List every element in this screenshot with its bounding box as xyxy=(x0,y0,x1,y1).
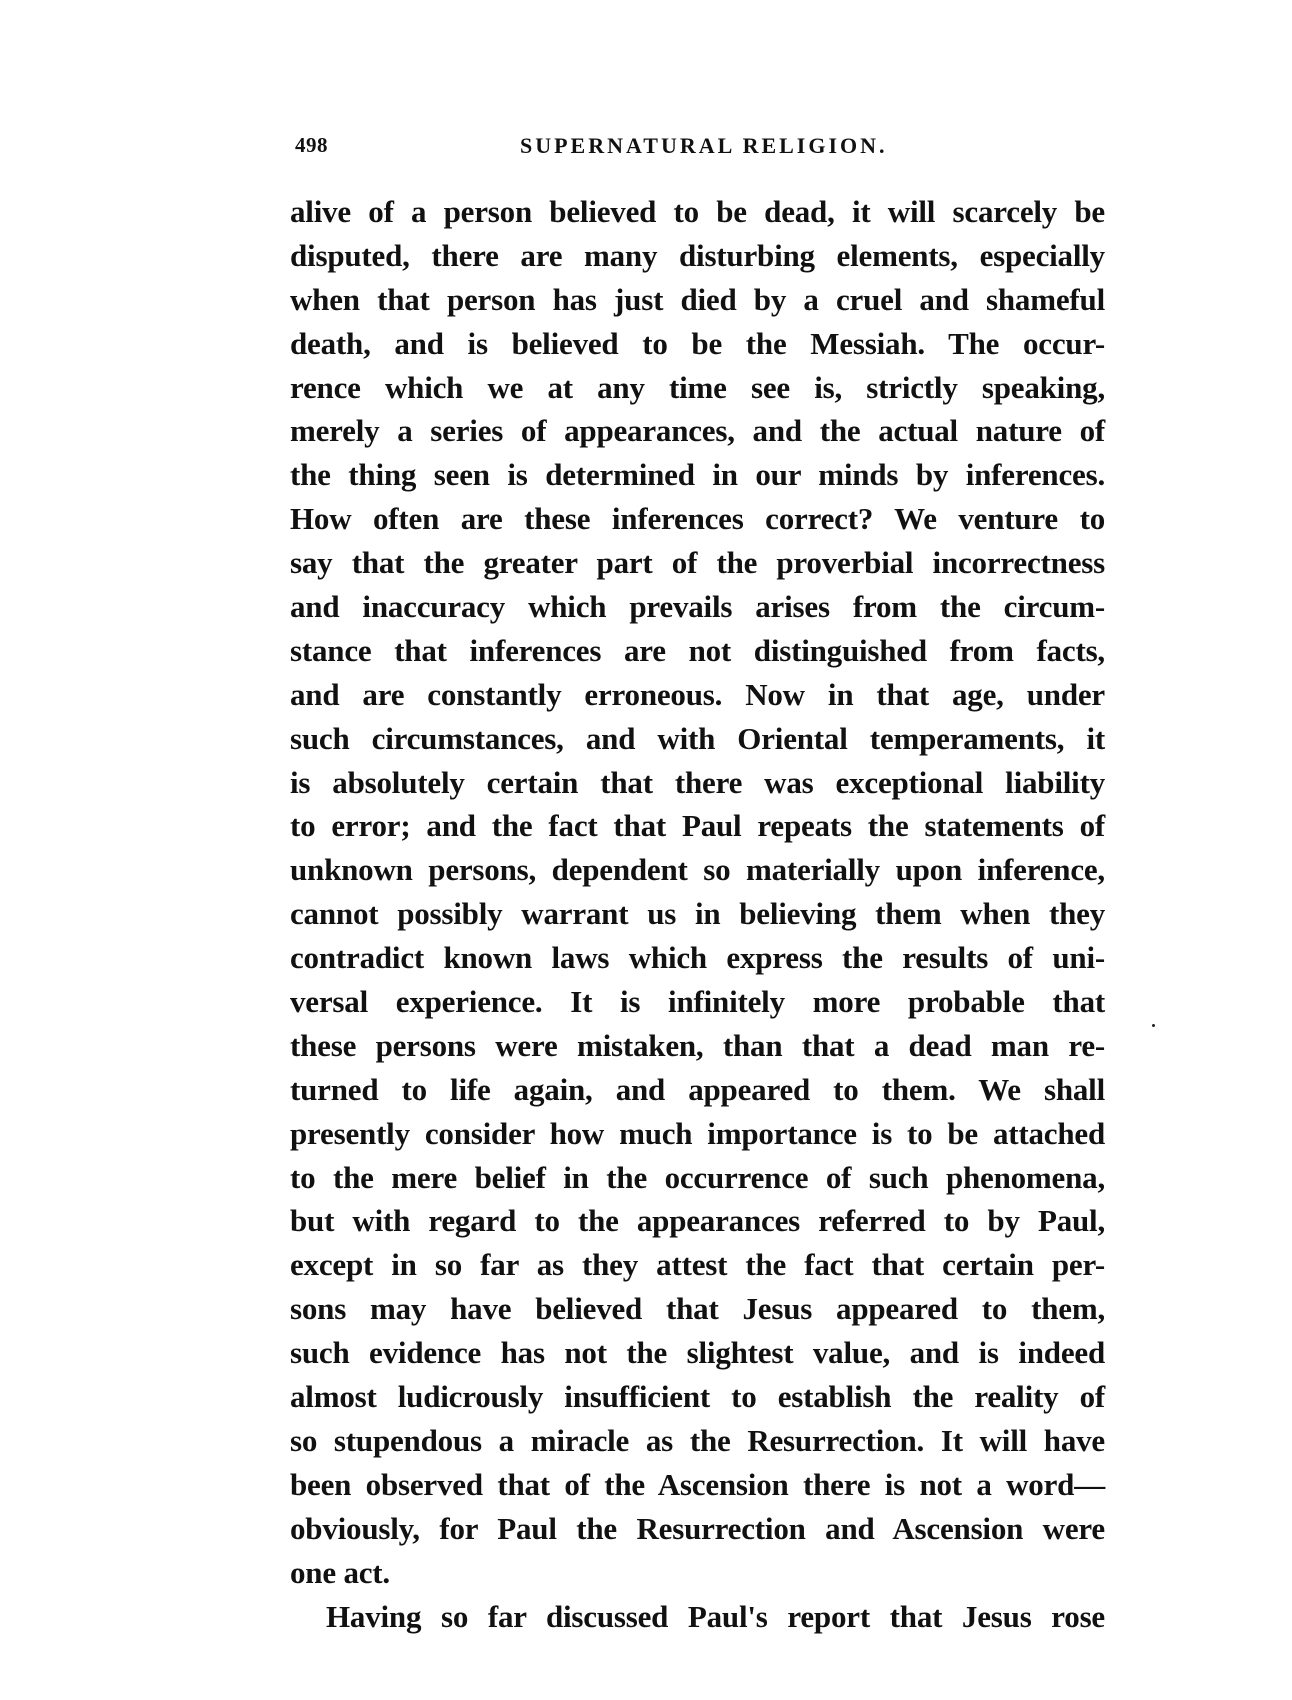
text-line: such circumstances, and with Oriental temperaments, it xyxy=(290,720,1105,756)
text-line: when that person has just died by a cruel and shameful xyxy=(290,281,1105,317)
text-line: turned to life again, and appeared to them. We shall xyxy=(290,1071,1105,1107)
text-line-paragraph-start: Having so far discussed Paul's report that Jesus rose xyxy=(326,1598,1105,1634)
text-line: almost ludicrously insufficient to establish the reality of xyxy=(290,1379,1105,1415)
page-header xyxy=(295,133,935,163)
text-line: disputed, there are many disturbing elements, especially xyxy=(290,237,1105,273)
text-line: to the mere belief in the occurrence of such phenomena, xyxy=(290,1159,1105,1195)
text-line: sons may have believed that Jesus appeared to them, xyxy=(290,1291,1105,1327)
text-line: the thing seen is determined in our minds by inferences. xyxy=(290,457,1105,493)
text-line: death, and is believed to be the Messiah. The occur- xyxy=(290,325,1105,361)
text-line: presently consider how much importance is to be attached xyxy=(290,1115,1105,1151)
text-line: and inaccuracy which prevails arises from the circum- xyxy=(290,589,1105,625)
running-title: SUPERNATURAL RELIGION. xyxy=(520,133,888,158)
text-line: so stupendous a miracle as the Resurrection. It will have xyxy=(290,1422,1105,1458)
text-line: except in so far as they attest the fact that certain per- xyxy=(290,1247,1105,1283)
text-line: versal experience. It is infinitely more probable that xyxy=(290,984,1105,1020)
text-line: these persons were mistaken, than that a dead man re- xyxy=(290,1027,1105,1063)
text-line: alive of a person believed to be dead, it will scarcely be xyxy=(290,194,1105,229)
text-line: unknown persons, dependent so materially upon inference, xyxy=(290,852,1105,888)
page-number: 498 xyxy=(295,133,328,157)
text-line: obviously, for Paul the Resurrection and Ascension were xyxy=(290,1510,1105,1546)
text-line: contradict known laws which express the results of uni- xyxy=(290,940,1105,976)
text-line: to error; and the fact that Paul repeats the statements of xyxy=(290,808,1105,844)
text-line: been observed that of the Ascension there is not a word— xyxy=(290,1466,1105,1502)
text-line: and are constantly erroneous. Now in that age, under xyxy=(290,676,1105,712)
text-line: such evidence has not the slightest value, and is indeed xyxy=(290,1335,1105,1371)
text-line: rence which we at any time see is, strictly speaking, xyxy=(290,369,1105,405)
body-text xyxy=(290,190,1105,1638)
text-line: say that the greater part of the proverbial incorrectness xyxy=(290,545,1105,581)
scan-speck xyxy=(1152,1024,1155,1027)
text-line: but with regard to the appearances referred to by Paul, xyxy=(290,1203,1105,1239)
text-line-paragraph-end: one act. xyxy=(290,1554,390,1590)
text-line: is absolutely certain that there was exceptional liability xyxy=(290,764,1105,800)
text-line: cannot possibly warrant us in believing them when they xyxy=(290,896,1105,932)
text-line: merely a series of appearances, and the actual nature of xyxy=(290,413,1105,449)
text-line: stance that inferences are not distinguished from facts, xyxy=(290,632,1105,668)
text-line: How often are these inferences correct? We venture to xyxy=(290,501,1105,537)
